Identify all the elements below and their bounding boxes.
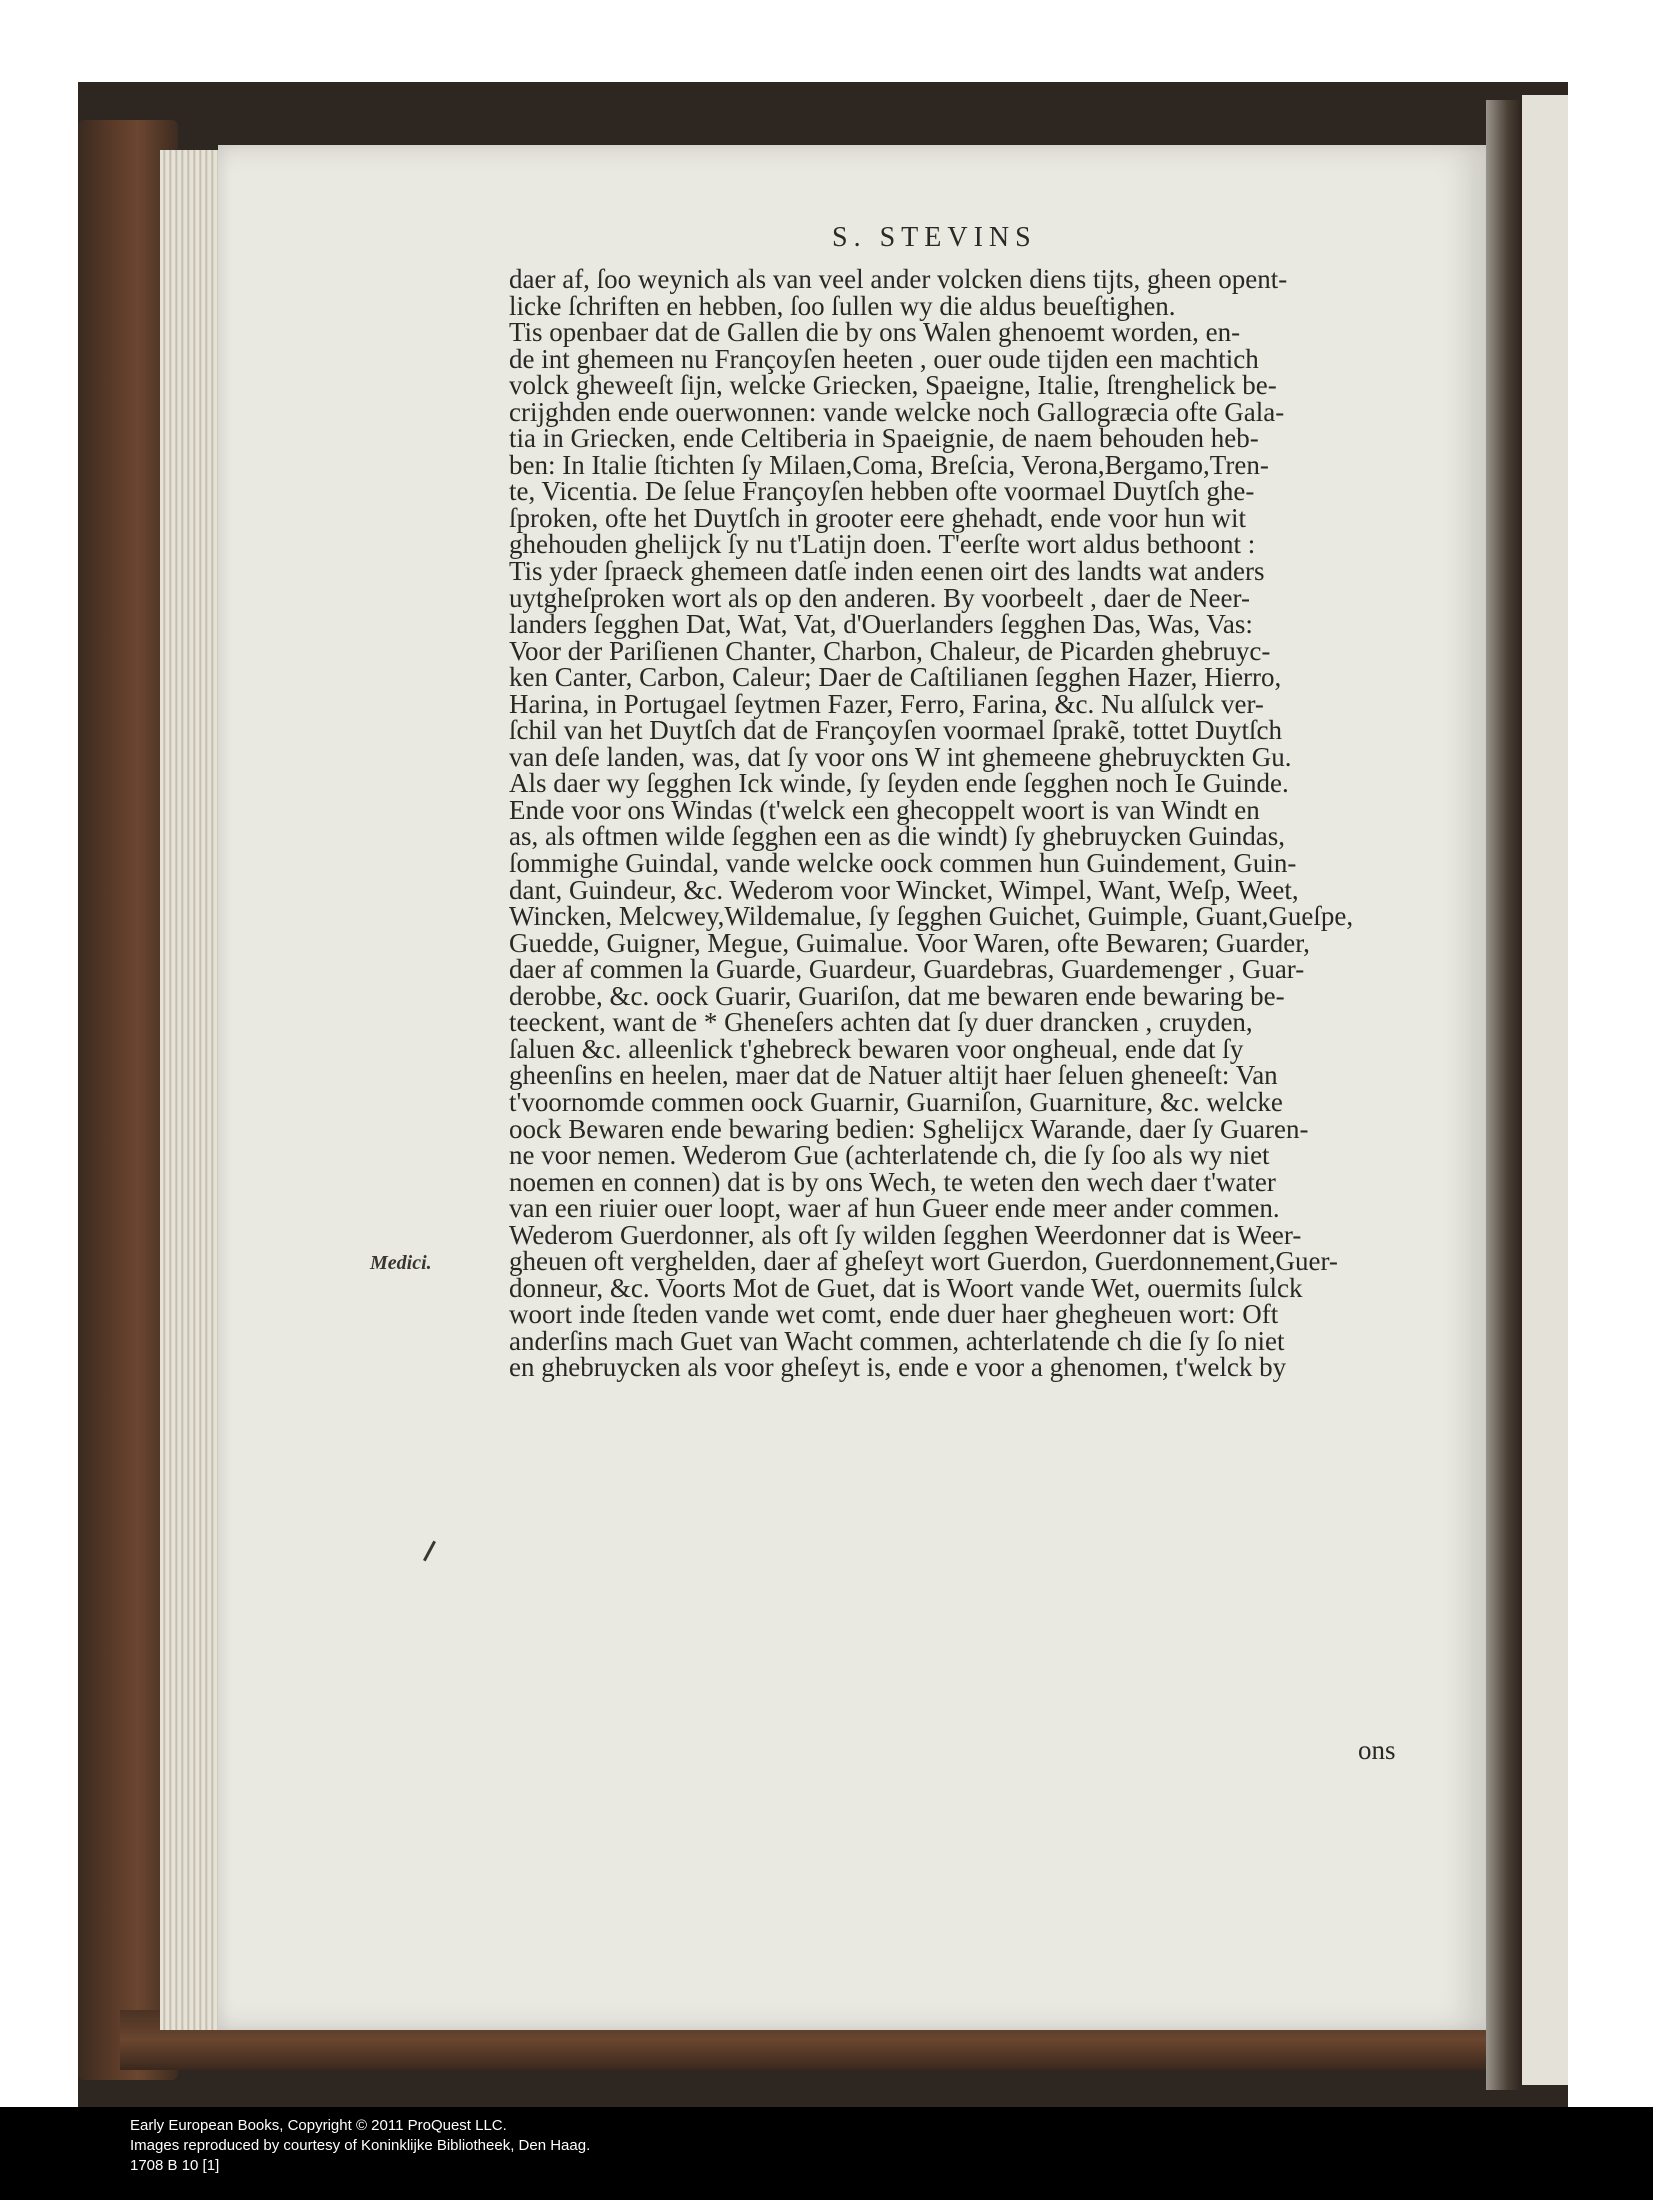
text-line: van deſe landen, was, dat ſy voor ons W int ghemeene ghebruyckten Gu. bbox=[509, 741, 1292, 772]
text-line: woort inde ſteden vande wet comt, ende duer haer ghegheuen wort: Oft bbox=[509, 1299, 1279, 1330]
text-line: ben: In Italie ſtichten ſy Milaen,Coma, Breſcia, Verona,Bergamo,Tren- bbox=[509, 449, 1269, 480]
text-line: oock Bewaren ende bewaring bedien: Sghelijcx Warande, daer ſy Guaren- bbox=[509, 1113, 1309, 1144]
courtesy-line: Images reproduced by courtesy of Koninklijke Bibliotheek, Den Haag. bbox=[130, 2137, 591, 2154]
text-line: ſommighe Guindal, vande welcke oock commen hun Guindement, Guin- bbox=[509, 848, 1297, 879]
text-line: uytgheſproken wort als op den anderen. By voorbeelt , daer de Neer- bbox=[509, 582, 1250, 613]
text-line: de int ghemeen nu Françoyſen heeten , ouer oude tijden een machtich bbox=[509, 343, 1259, 374]
margin-note: Medici. bbox=[370, 1252, 432, 1274]
text-line: anderſins mach Guet van Wacht commen, achterlatende ch die ſy ſo niet bbox=[509, 1325, 1285, 1356]
text-line: Tis openbaer dat de Gallen die by ons Walen ghenoemt worden, en- bbox=[509, 317, 1241, 348]
text-line: te, Vicentia. De ſelue Françoyſen hebben ofte voormael Duytſch ghe- bbox=[509, 476, 1255, 507]
text-line: teeckent, want de * Gheneſers achten dat ſy duer drancken , cruyden, bbox=[509, 1007, 1253, 1038]
text-line: ghehouden ghelijck ſy nu t'Latijn doen. T'eerſte wort aldus bethoont : bbox=[509, 529, 1256, 560]
binding-gutter bbox=[1486, 100, 1522, 2090]
text-line: van een riuier ouer loopt, waer af hun Gueer ende meer ander commen. bbox=[509, 1193, 1280, 1224]
body-text bbox=[509, 266, 1409, 1381]
text-line: derobbe, &c. oock Guarir, Guariſon, dat me bewaren ende bewaring be- bbox=[509, 980, 1285, 1011]
text-line: Voor der Pariſienen Chanter, Charbon, Chaleur, de Picarden ghebruyc- bbox=[509, 635, 1271, 666]
text-line: crijghden ende ouerwonnen: vande welcke noch Gallogræcia ofte Gala- bbox=[509, 396, 1285, 427]
text-line: ken Canter, Carbon, Caleur; Daer de Caſtilianen ſegghen Hazer, Hierro, bbox=[509, 662, 1282, 693]
text-line: donneur, &c. Voorts Mot de Guet, dat is Woort vande Wet, ouermits ſulck bbox=[509, 1272, 1303, 1303]
text-line: noemen en connen) dat is by ons Wech, te weten den wech daer t'water bbox=[509, 1166, 1276, 1197]
text-line: gheenſins en heelen, maer dat de Natuer altijt haer ſeluen gheneeſt: Van bbox=[509, 1060, 1278, 1091]
text-line: tia in Griecken, ende Celtiberia in Spaeignie, de naem behouden heb- bbox=[509, 423, 1259, 454]
text-line: volck gheweeſt ſijn, welcke Griecken, Spaeigne, Italie, ſtrenghelick be- bbox=[509, 370, 1277, 401]
copyright-line: Early European Books, Copyright © 2011 ProQuest LLC. bbox=[130, 2117, 507, 2134]
text-line: landers ſegghen Dat, Wat, Vat, d'Ouerlanders ſegghen Das, Was, Vas: bbox=[509, 609, 1253, 640]
facing-page-edge bbox=[1522, 95, 1568, 2085]
text-line: Tis yder ſpraeck ghemeen datſe inden eenen oirt des landts wat anders bbox=[509, 556, 1265, 587]
catchword: ons bbox=[1358, 1735, 1396, 1765]
text-line: Harina, in Portugael ſeytmen Fazer, Ferro, Farina, &c. Nu alſulck ver- bbox=[509, 688, 1264, 719]
text-line: t'voornomde commen oock Guarnir, Guarniſon, Guarniture, &c. welcke bbox=[509, 1086, 1283, 1117]
text-line: daer af, ſoo weynich als van veel ander volcken diens tijts, gheen opent- bbox=[509, 264, 1288, 294]
running-head: S. STEVINS bbox=[832, 222, 1037, 253]
page-edges bbox=[160, 150, 222, 2030]
shelfmark-line: 1708 B 10 [1] bbox=[130, 2157, 220, 2174]
text-line: ne voor nemen. Wederom Gue (achterlatende ch, die ſy ſoo als wy niet bbox=[509, 1140, 1270, 1171]
text-line: as, als oftmen wilde ſegghen een as die windt) ſy ghebruycken Guindas, bbox=[509, 821, 1286, 852]
text-line: dant, Guindeur, &c. Wederom voor Wincket, Wimpel, Want, Weſp, Weet, bbox=[509, 874, 1299, 905]
text-line: ſproken, ofte het Duytſch in grooter eere ghehadt, ende voor hun wit bbox=[509, 502, 1247, 533]
text-line: licke ſchriften en hebben, ſoo ſullen wy die aldus beueſtighen. bbox=[509, 290, 1176, 321]
text-line: gheuen oft verghelden, daer af gheſeyt wort Guerdon, Guerdonnement,Guer- bbox=[509, 1246, 1338, 1277]
text-line: Ende voor ons Windas (t'welck een ghecoppelt woort is van Windt en bbox=[509, 794, 1260, 825]
text-line: en ghebruycken als voor gheſeyt is, ende e voor a ghenomen, t'welck by bbox=[509, 1352, 1287, 1383]
text-line: ſaluen &c. alleenlick t'ghebreck bewaren voor ongheual, ende dat ſy bbox=[509, 1033, 1244, 1064]
text-line: daer af commen la Guarde, Guardeur, Guardebras, Guardemenger , Guar- bbox=[509, 954, 1305, 985]
text-line: Wincken, Melcwey,Wildemalue, ſy ſegghen Guichet, Guimple, Guant,Gueſpe, bbox=[509, 901, 1354, 932]
footer-bar bbox=[0, 2107, 1653, 2200]
text-line: ſchil van het Duytſch dat de Françoyſen voormael ſprakẽ, tottet Duytſch bbox=[509, 715, 1283, 746]
text-line: Als daer wy ſegghen Ick winde, ſy ſeyden ende ſegghen noch Ie Guinde. bbox=[509, 768, 1289, 799]
text-line: Wederom Guerdonner, als oft ſy wilden ſegghen Weerdonner dat is Weer- bbox=[509, 1219, 1302, 1250]
text-line: Guedde, Guigner, Megue, Guimalue. Voor Waren, ofte Bewaren; Guarder, bbox=[509, 927, 1310, 958]
